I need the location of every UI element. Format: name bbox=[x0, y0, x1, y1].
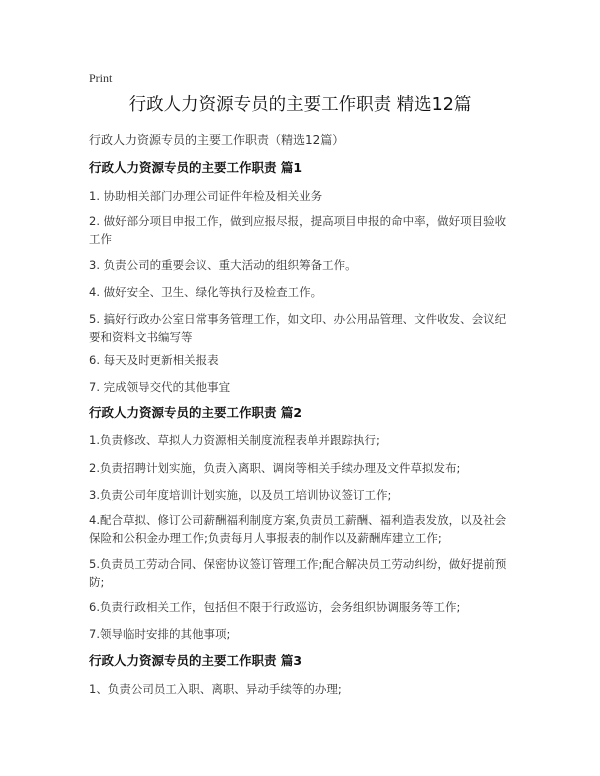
section-heading-3: 行政人力资源专员的主要工作职责 篇3 bbox=[89, 653, 303, 668]
section-2-item-2: 2.负责招聘计划实施，负责入离职、调岗等相关手续办理及文件草拟发布; bbox=[89, 461, 461, 475]
section-1-item-5: 5. 搞好行政办公室日常事务管理工作，如文印、办公用品管理、文件收发、会议纪要和资料文书编写等 bbox=[89, 312, 507, 344]
section-2-item-3: 3.负责公司年度培训计划实施，以及员工培训协议签订工作; bbox=[89, 488, 392, 502]
section-3-item-1: 1、负责公司员工入职、离职、异动手续等的办理; bbox=[89, 682, 342, 696]
section-1-item-7: 7. 完成领导交代的其他事宜 bbox=[89, 380, 231, 394]
document-subtitle: 行政人力资源专员的主要工作职责（精选12篇） bbox=[89, 133, 345, 147]
section-2-item-5: 5.负责员工劳动合同、保密协议签订管理工作;配合解决员工劳动纠纷，做好提前预防; bbox=[89, 557, 507, 589]
section-1-item-4: 4. 做好安全、卫生、绿化等执行及检查工作。 bbox=[89, 285, 323, 299]
section-1-item-2: 2. 做好部分项目申报工作，做到应报尽报，提高项目申报的命中率，做好项目验收工作 bbox=[89, 214, 507, 246]
section-1-item-6: 6. 每天及时更新相关报表 bbox=[89, 353, 219, 367]
section-2-item-7: 7.领导临时安排的其他事项; bbox=[89, 627, 231, 641]
section-2-item-1: 1.负责修改、草拟人力资源相关制度流程表单并跟踪执行; bbox=[89, 433, 380, 447]
print-label[interactable]: Print bbox=[89, 71, 113, 85]
section-2-item-6: 6.负责行政相关工作，包括但不限于行政巡访，会务组织协调服务等工作; bbox=[89, 600, 461, 614]
section-heading-2: 行政人力资源专员的主要工作职责 篇2 bbox=[89, 405, 303, 420]
page-title: 行政人力资源专员的主要工作职责 精选12篇 bbox=[128, 95, 472, 115]
section-2-item-4: 4.配合草拟、修订公司薪酬福利制度方案,负责员工薪酬、福利造表发放，以及社会保险和公积金办理工作;负责每月人事报表的制作以及薪酬库建立工作; bbox=[89, 513, 507, 545]
section-1-item-1: 1. 协助相关部门办理公司证件年检及相关业务 bbox=[89, 189, 323, 203]
section-1-item-3: 3. 负责公司的重要会议、重大活动的组织筹备工作。 bbox=[89, 258, 357, 272]
section-heading-1: 行政人力资源专员的主要工作职责 篇1 bbox=[89, 160, 303, 175]
